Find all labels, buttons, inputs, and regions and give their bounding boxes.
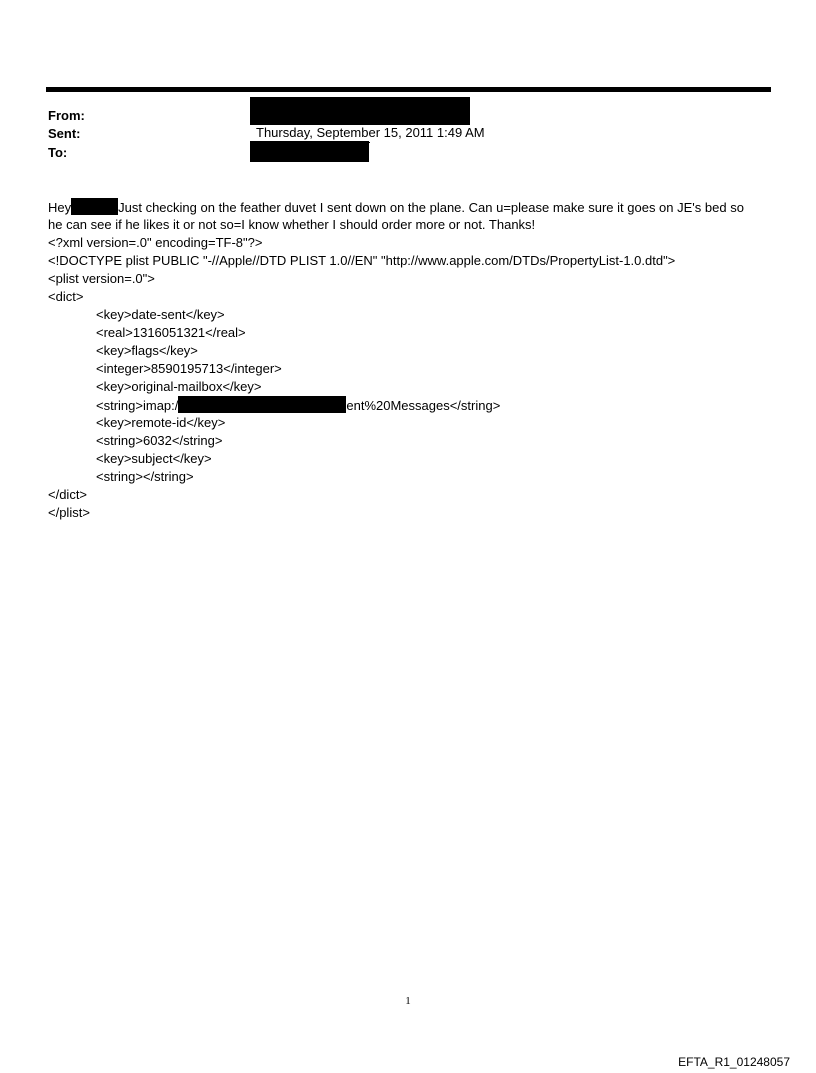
bates-number: EFTA_R1_01248057 [678, 1055, 790, 1069]
dict-line: <key>subject</key> [96, 451, 212, 466]
redaction-to [250, 141, 369, 162]
dict-line: <key>original-mailbox</key> [96, 379, 262, 394]
header-rule [46, 87, 771, 92]
plist-line: <!DOCTYPE plist PUBLIC "-//Apple//DTD PLIST 1.0//EN" "http://www.apple.com/DTDs/PropertyList-1.0.dtd"> [48, 253, 676, 268]
redaction-from [250, 97, 470, 125]
sent-value: Thursday, September 15, 2011 1:49 AM [256, 125, 485, 140]
dict-line: <string></string> [96, 469, 194, 484]
dict-line: <real>1316051321</real> [96, 325, 246, 340]
dict-line: <key>flags</key> [96, 343, 198, 358]
redaction-mailbox [178, 396, 346, 413]
dict-line: <key>date-sent</key> [96, 307, 225, 322]
from-label: From: [48, 108, 85, 123]
body-line-1-text: Just checking on the feather duvet I sent down on the plane. Can u=please make sure it goes on JE's bed so [118, 200, 744, 215]
plist-line: <?xml version=.0" encoding=TF-8"?> [48, 235, 263, 250]
mailbox-prefix: <string>imap:/ [96, 398, 179, 413]
closing-line: </plist> [48, 505, 90, 520]
greeting: Hey [48, 200, 72, 215]
body-line-2: he can see if he likes it or not so=I know whether I should order more or not. Thanks! [48, 217, 536, 232]
mailbox-line [96, 396, 500, 415]
dict-line: <integer>8590195713</integer> [96, 361, 282, 376]
dict-line: <key>remote-id</key> [96, 415, 226, 430]
sent-label: Sent: [48, 126, 81, 141]
page-number: 1 [405, 995, 411, 1007]
plist-line: <plist version=.0"> [48, 271, 155, 286]
dict-line: <string>6032</string> [96, 433, 223, 448]
body-line-1 [48, 198, 744, 217]
to-label: To: [48, 145, 68, 160]
mailbox-suffix: ent%20Messages</string> [346, 398, 501, 413]
plist-line: <dict> [48, 289, 84, 304]
redaction-name [71, 198, 118, 215]
closing-line: </dict> [48, 487, 88, 502]
